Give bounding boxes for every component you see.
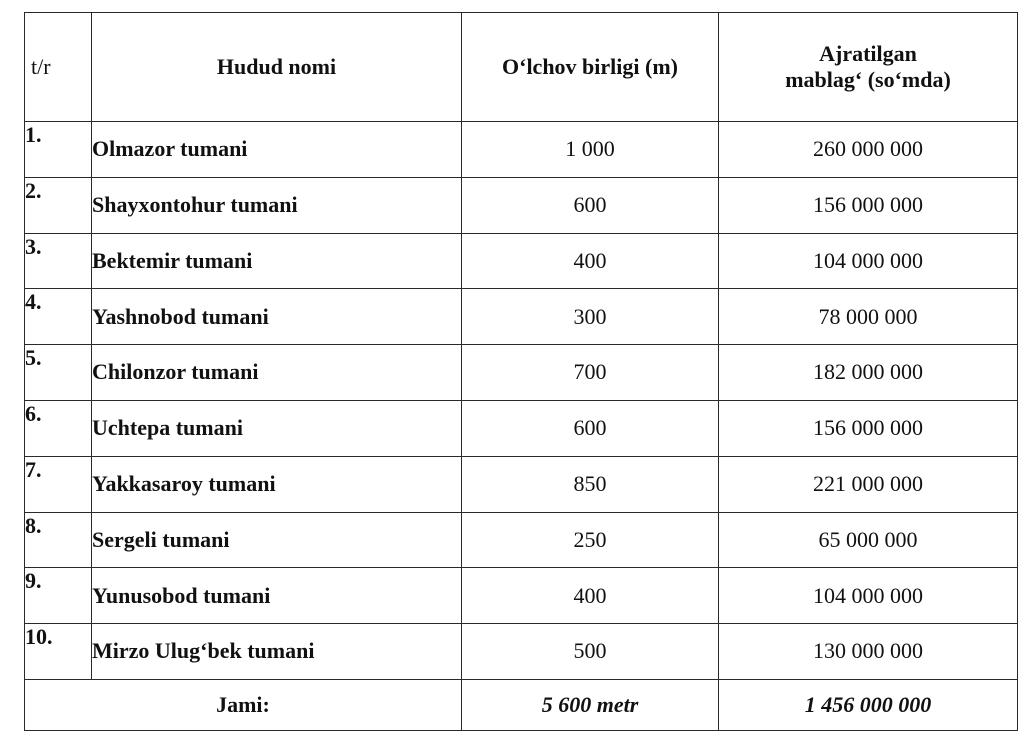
table-row — [25, 400, 1018, 456]
row-number: 8. — [25, 512, 92, 568]
total-length: 5 600 metr — [462, 679, 719, 730]
amount-value: 182 000 000 — [719, 345, 1018, 401]
row-number: 2. — [25, 177, 92, 233]
district-name: Olmazor tumani — [92, 122, 462, 178]
row-number: 6. — [25, 400, 92, 456]
header-number: t/r — [25, 13, 92, 122]
length-value: 700 — [462, 345, 719, 401]
table-header — [25, 13, 1018, 122]
header-row — [25, 13, 1018, 122]
table-row — [25, 345, 1018, 401]
length-value: 500 — [462, 624, 719, 680]
district-name: Bektemir tumani — [92, 233, 462, 289]
length-value: 400 — [462, 233, 719, 289]
district-name: Chilonzor tumani — [92, 345, 462, 401]
header-amount — [719, 13, 1018, 122]
length-value: 400 — [462, 568, 719, 624]
table-body — [25, 122, 1018, 680]
district-name: Yunusobod tumani — [92, 568, 462, 624]
length-value: 600 — [462, 400, 719, 456]
table-row — [25, 289, 1018, 345]
row-number: 1. — [25, 122, 92, 178]
length-value: 850 — [462, 456, 719, 512]
header-amount-line2: mablag‘ (so‘mda) — [785, 67, 951, 92]
amount-value: 78 000 000 — [719, 289, 1018, 345]
district-name: Mirzo Ulug‘bek tumani — [92, 624, 462, 680]
district-name: Yashnobod tumani — [92, 289, 462, 345]
total-row — [25, 679, 1018, 730]
table-row — [25, 122, 1018, 178]
table-footer — [25, 679, 1018, 730]
district-name: Shayxontohur tumani — [92, 177, 462, 233]
table-row — [25, 512, 1018, 568]
length-value: 1 000 — [462, 122, 719, 178]
length-value: 300 — [462, 289, 719, 345]
amount-value: 156 000 000 — [719, 400, 1018, 456]
total-amount: 1 456 000 000 — [719, 679, 1018, 730]
row-number: 3. — [25, 233, 92, 289]
row-number: 5. — [25, 345, 92, 401]
amount-value: 260 000 000 — [719, 122, 1018, 178]
header-name: Hudud nomi — [92, 13, 462, 122]
table-row — [25, 177, 1018, 233]
row-number: 10. — [25, 624, 92, 680]
amount-value: 104 000 000 — [719, 233, 1018, 289]
allocation-table — [24, 12, 1018, 731]
amount-value: 130 000 000 — [719, 624, 1018, 680]
amount-value: 156 000 000 — [719, 177, 1018, 233]
table-row — [25, 233, 1018, 289]
header-amount-line1: Ajratilgan — [819, 40, 917, 66]
table-row — [25, 456, 1018, 512]
row-number: 4. — [25, 289, 92, 345]
header-unit: O‘lchov birligi (m) — [462, 13, 719, 122]
total-label: Jami: — [25, 679, 462, 730]
length-value: 250 — [462, 512, 719, 568]
table-row — [25, 624, 1018, 680]
amount-value: 65 000 000 — [719, 512, 1018, 568]
amount-value: 221 000 000 — [719, 456, 1018, 512]
amount-value: 104 000 000 — [719, 568, 1018, 624]
district-name: Yakkasaroy tumani — [92, 456, 462, 512]
table-row — [25, 568, 1018, 624]
district-name: Sergeli tumani — [92, 512, 462, 568]
district-name: Uchtepa tumani — [92, 400, 462, 456]
row-number: 7. — [25, 456, 92, 512]
row-number: 9. — [25, 568, 92, 624]
length-value: 600 — [462, 177, 719, 233]
